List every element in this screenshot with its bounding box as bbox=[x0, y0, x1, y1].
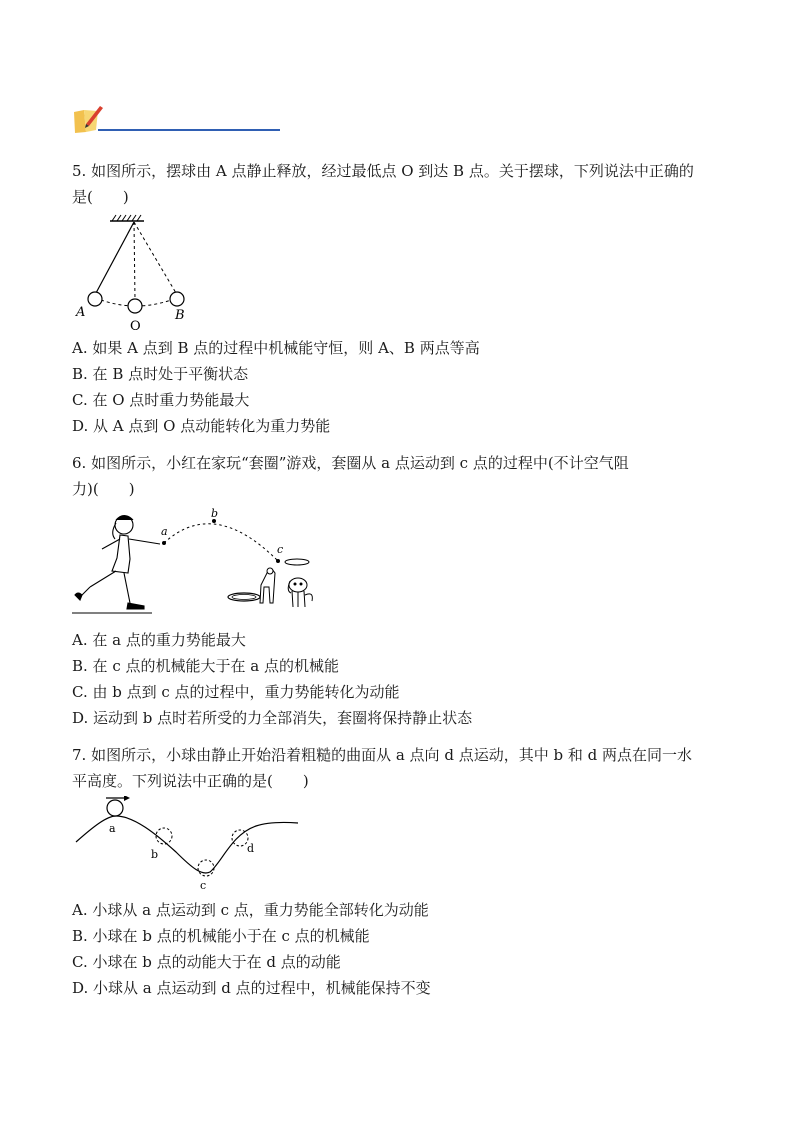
q5-option-d: D. 从 A 点到 O 点动能转化为重力势能 bbox=[72, 417, 331, 435]
q5-pendulum-figure bbox=[72, 212, 202, 334]
q6-option-d: D. 运动到 b 点时若所受的力全部消失，套圈将保持静止状态 bbox=[72, 709, 473, 727]
q7-label-d: d bbox=[247, 842, 255, 855]
q7-label-a: a bbox=[109, 822, 116, 835]
q5-label-b: B bbox=[175, 308, 185, 323]
section-header bbox=[72, 102, 282, 136]
q6-option-b: B. 在 c 点的机械能大于在 a 点的机械能 bbox=[72, 657, 339, 675]
q5-stem-line2: 是( ) bbox=[72, 188, 129, 206]
q6-label-a: a bbox=[161, 525, 168, 538]
q7-option-b: B. 小球在 b 点的机械能小于在 c 点的机械能 bbox=[72, 927, 370, 945]
q7-option-c: C. 小球在 b 点的动能大于在 d 点的动能 bbox=[72, 953, 341, 971]
q7-stem-line1: 7. 如图所示，小球由静止开始沿着粗糙的曲面从 a 点向 d 点运动，其中 b 和 d 两点在同一水 bbox=[72, 746, 692, 764]
giraffe-toy bbox=[260, 568, 275, 603]
q7-stem-line2: 平高度。下列说法中正确的是( ) bbox=[72, 772, 309, 790]
q7-option-a: A. 小球从 a 点运动到 c 点，重力势能全部转化为动能 bbox=[72, 901, 429, 919]
q6-stem-line2: 力)( ) bbox=[72, 480, 135, 498]
q7-label-c: c bbox=[200, 879, 207, 892]
q5-option-b: B. 在 B 点时处于平衡状态 bbox=[72, 365, 249, 383]
q6-ring-toss-figure bbox=[72, 503, 322, 621]
q7-label-b: b bbox=[151, 848, 159, 861]
q6-label-b: b bbox=[211, 507, 219, 520]
q6-label-c: c bbox=[277, 543, 284, 556]
q5-stem-line1: 5. 如图所示，摆球由 A 点静止释放，经过最低点 O 到达 B 点。关于摆球，下列说法中正确的 bbox=[72, 162, 694, 180]
q7-curved-track-figure bbox=[72, 796, 302, 896]
header-underline bbox=[98, 129, 280, 131]
dog-toy bbox=[288, 578, 312, 607]
q5-label-a: A bbox=[76, 305, 86, 320]
q5-label-o: O bbox=[130, 319, 141, 334]
q6-stem-line1: 6. 如图所示，小红在家玩“套圈”游戏，套圈从 a 点运动到 c 点的过程中(不计空气阻 bbox=[72, 454, 629, 472]
q6-option-c: C. 由 b 点到 c 点的过程中，重力势能转化为动能 bbox=[72, 683, 400, 701]
q6-option-a: A. 在 a 点的重力势能最大 bbox=[72, 631, 246, 649]
q7-option-d: D. 小球从 a 点运动到 d 点的过程中，机械能保持不变 bbox=[72, 979, 431, 997]
q5-option-c: C. 在 O 点时重力势能最大 bbox=[72, 391, 250, 409]
q5-option-a: A. 如果 A 点到 B 点的过程中机械能守恒，则 A、B 两点等高 bbox=[72, 339, 480, 357]
girl-illustration bbox=[72, 516, 160, 614]
